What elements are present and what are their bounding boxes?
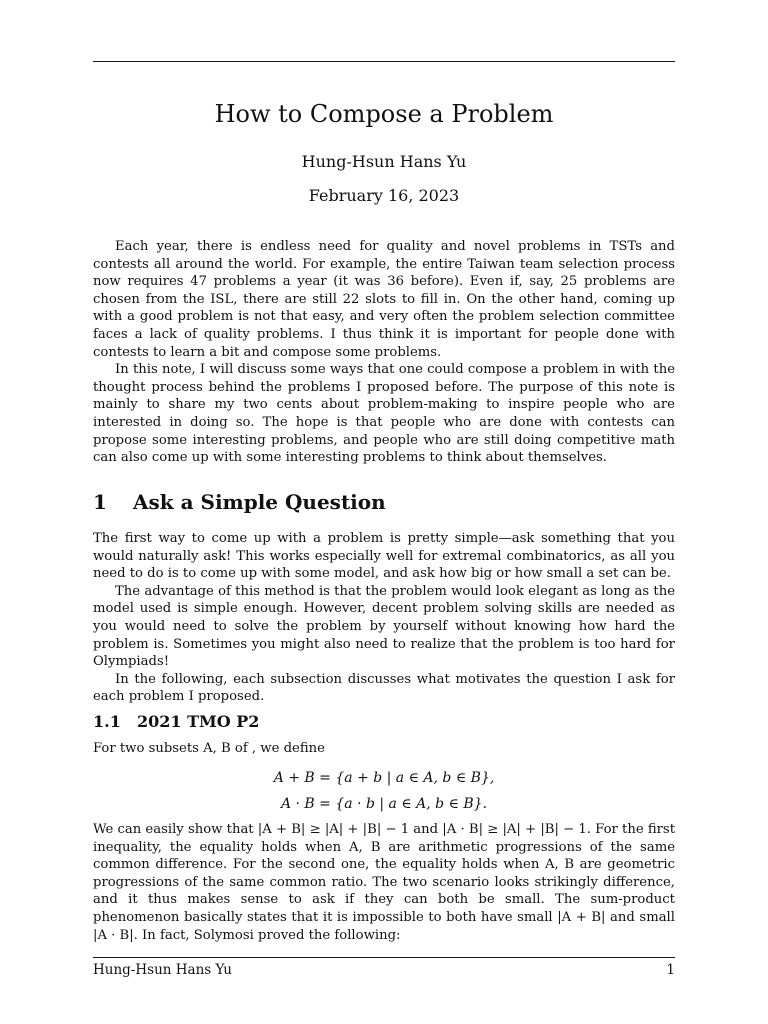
subsection-intro: For two subsets A, B of , we define — [93, 741, 325, 756]
abstract-paragraph: Each year, there is endless need for quality and novel problems in TSTs and contests all around the world. For example, the entire Taiwan team selection process now requires 47 problems a year (it was 36 before). Even if, say, 25 problems are chosen from the ISL, there are still 22 slots to fill in. On the other hand, coming up with a good problem is not that easy, and very often the problem selection committee faces a lack of quality problems. I thus think it is important for people done with contests to learn a bit and compose some problems. — [93, 239, 675, 360]
section-number: 1 — [93, 490, 107, 514]
subsection-paragraph: We can easily show that |A + B| ≥ |A| + |B| − 1 and |A · B| ≥ |A| + |B| − 1. For the first inequality, the equality holds when A, B are arithmetic progressions of the same common difference. For the second one, the equality holds when A, B are geometric progressions of the same common ratio. The two scenario looks strikingly difference, and it thus makes sense to ask if they can both be small. The sum-product phenomenon basically states that it is impossible to both have small |A + B| and small |A · B|. In fact, Solymosi proved the following: — [93, 822, 675, 943]
section-title: Ask a Simple Question — [133, 490, 386, 514]
footer-author: Hung-Hsun Hans Yu — [93, 962, 232, 978]
equation-product: A · B = {a · b | a ∈ A, b ∈ B}. — [280, 796, 488, 812]
abstract — [93, 238, 675, 467]
abstract-paragraph: In this note, I will discuss some ways that one could compose a problem in with the thought process behind the problems I proposed before. The purpose of this note is mainly to share my two cents about problem-making to inspire people who are interested in doing so. The hope is that people who are done with contests can propose some interesting problems, and people who are still doing competitive math can also come up with some interesting problems to think about themselves. — [93, 362, 675, 466]
section-paragraph: The first way to come up with a problem is pretty simple—ask something that you would naturally ask! This works especially well for extremal combinatorics, as all you need to do is to come up with some model, and ask how big or how small a set can be. — [93, 531, 675, 582]
footer-rule — [93, 957, 675, 958]
subsection-title: 2021 TMO P2 — [137, 712, 260, 731]
page-number: 1 — [666, 962, 675, 978]
subsection-heading — [93, 712, 259, 731]
paper-date: February 16, 2023 — [308, 186, 460, 205]
paper-title: How to Compose a Problem — [214, 100, 554, 128]
section-paragraph: In the following, each subsection discusses what motivates the question I ask for each problem I proposed. — [93, 671, 675, 705]
subsection-number: 1.1 — [93, 712, 121, 731]
section-heading — [93, 490, 386, 514]
paper-author: Hung-Hsun Hans Yu — [301, 152, 467, 171]
equation-sum: A + B = {a + b | a ∈ A, b ∈ B}, — [273, 770, 495, 786]
header-rule — [93, 61, 675, 62]
section-body — [93, 530, 675, 706]
section-paragraph: The advantage of this method is that the problem would look elegant as long as the model used is simple enough. However, decent problem solving skills are needed as you would need to solve the problem by yourself without knowing how hard the problem is. Sometimes you might also need to realize that the problem is too hard for Olympiads! — [93, 583, 675, 670]
